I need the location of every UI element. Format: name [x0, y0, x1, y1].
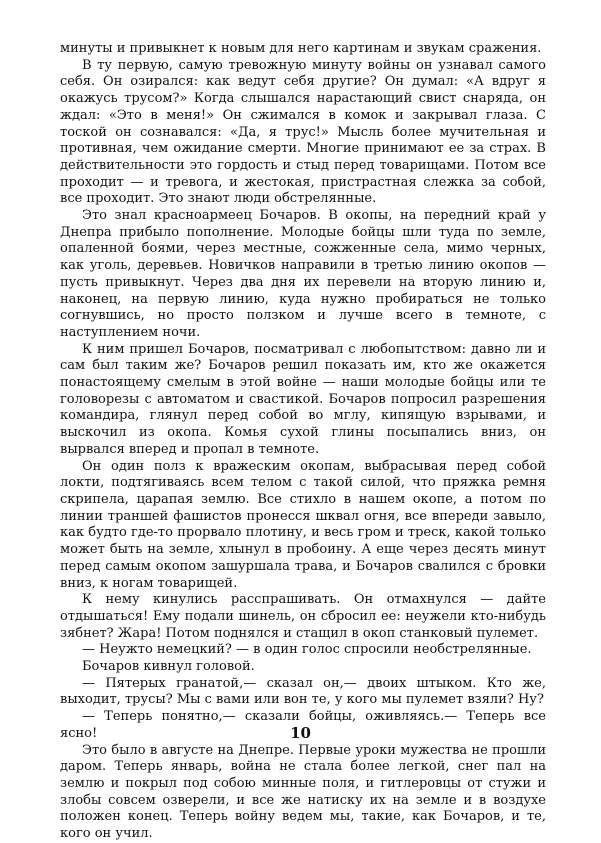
dialogue-line: — Теперь понятно,— сказали бойцы, оживляясь.— Теперь все ясно! — [60, 709, 546, 741]
dialogue-line: — Пятерых гранатой,— сказал он,— двоих штыком. Кто же, выходит, трусы? Мы с вами или вон те, у кого мы пулемет взяли? Ну? — [60, 675, 546, 708]
paragraph: К нему кинулись расспрашивать. Он отмахнулся — дайте отдышаться! Ему подали шинель, он сбросил ее: неужели кто-нибудь зябнет? Жара! Потом поднялся и стащил в окоп станковый пулемет. — [60, 592, 546, 641]
paragraph: К ним пришел Бочаров, посматривал с любопытством: давно ли и сам был таким же? Бочаров решил показать им, кто же окажется понастоящему смелым в этой войне — наши молодые бойцы или те головорезы с автоматом и свастикой. Бочаров попросил разрешения командира, глянул перед собой во мглу, кипящую взрывами, и выскочил из окопа. Комья сухой глины посыпались вниз, он вырвался вперед и пропал в темноте. — [60, 341, 546, 457]
paragraph-continuation: минуты и привыкнет к новым для него картинам и звукам сражения. — [60, 41, 542, 56]
paragraph: В ту первую, самую тревожную минуту войны он узнавал самого себя. Он озирался: как ведут себя другие? Он думал: «А вдруг я окажусь трусом?» Когда слышался нарастающий свист снаряда, он ждал: «Это в меня!» Он сжимался в комок и закрывал глаза. С тоской он сознавался: «Да, я трус!» Мысль более мучительная и противная, чем ожидание смерти. Многие принимают ее за страх. В действительности это гордость и стыд перед товарищами. Потом все проходит — и тревога, и жестокая, пристрастная слежка за собой, все проходит. Это знают люди обстрелянные. — [60, 57, 546, 207]
paragraph: Он один полз к вражеским окопам, выбрасывая перед собой локти, подтягиваясь всем телом с такой силой, что пряжка ремня скрипела, царапая землю. Все стихло в нашем окопе, а потом по линии траншей фашистов пронесся шквал огня, все впереди завыло, как будто где-то прорвало плотину, и весь гром и треск, какой только может быть на земле, хлынул в пробоину. А еще через десять минут перед самым окопом зашуршала трава, и Бочаров свалился с бровки вниз, к ногам товарищей. — [60, 458, 546, 591]
paragraph: Это было в августе на Днепре. Первые уроки мужества не прошли даром. Теперь январь, война не стала более легкой, снег пал на землю и покрыл под собою минные поля, и гитлеровцы от стужи и злобы совсем озверели, и все же натиску их на земле и в воздухе положен конец. Теперь войну ведем мы, такие, как Бочаров, и те, кого он учил. — [60, 742, 546, 842]
page-body — [60, 41, 546, 843]
page-number: 10 — [290, 724, 311, 742]
dialogue-line: — Неужто немецкий? — в один голос спросили необстрелянные. — [82, 642, 532, 658]
paragraph: Бочаров кивнул головой. — [82, 659, 255, 675]
paragraph: Это знал красноармеец Бочаров. В окопы, на передний край у Днепра прибыло пополнение. Молодые бойцы шли туда по земле, опаленной боями, через местные, сожженные села, мимо черных, как уголь, деревьев. Новичков направили в третью линию окопов — пусть привыкнут. Через два дня их перевели на вторую линию и, наконец, на первую линию, куда нужно пробираться не только согнувшись, но просто ползком и лучше всего в темноте, с наступлением ночи. — [60, 208, 546, 340]
